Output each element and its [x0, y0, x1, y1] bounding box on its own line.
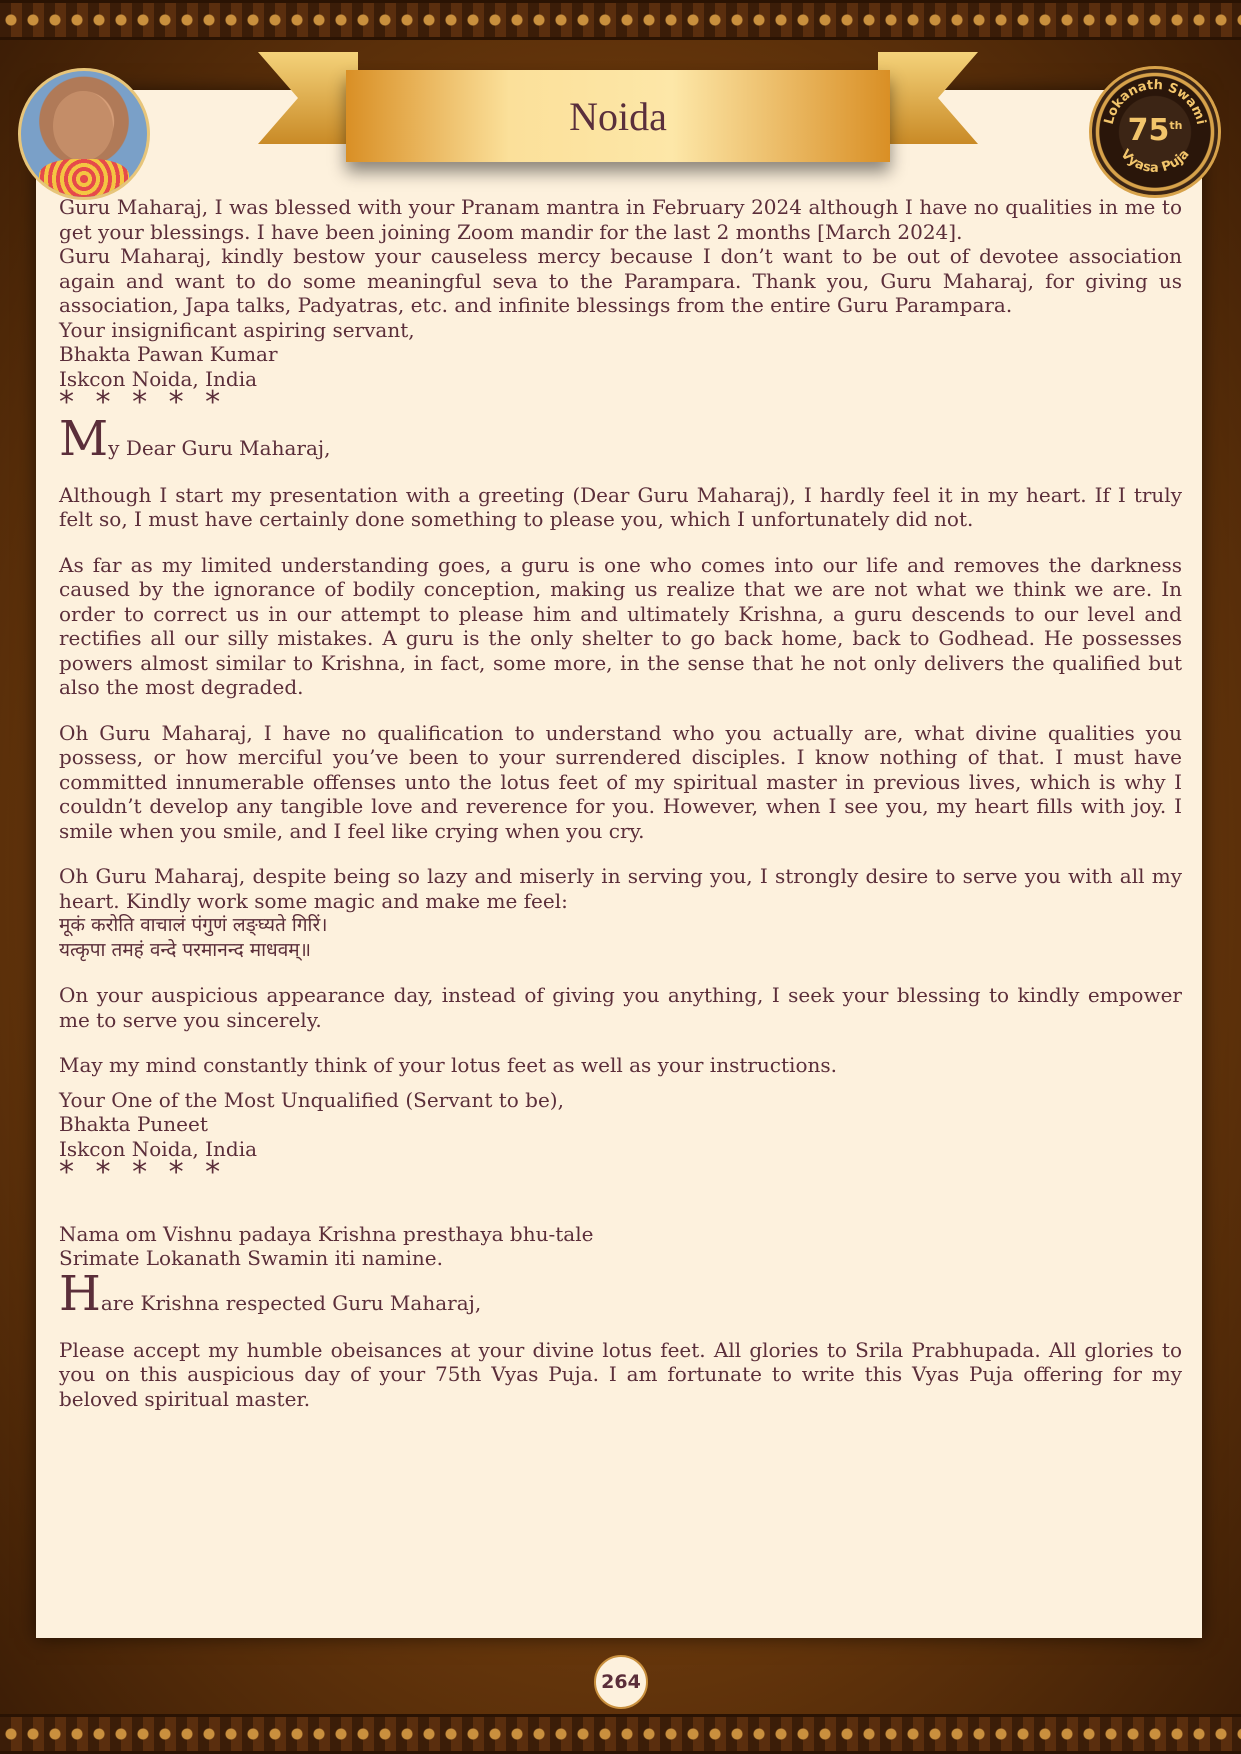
offering1-name: Bhakta Pawan Kumar: [59, 342, 278, 366]
greeting-text: y Dear Guru Maharaj,: [108, 435, 331, 460]
portrait-garland: [39, 159, 129, 199]
top-border-ornament: [0, 0, 1241, 40]
badge-number-suffix: th: [1169, 119, 1183, 132]
sanskrit-verse-line-1: मूकं करोति वाचालं पंगुणं लङ्घ्यते गिरिं।: [59, 914, 328, 936]
badge-number: [1092, 113, 1218, 148]
offering1-paragraph-1: Guru Maharaj, I was blessed with your Pranam mantra in February 2024 although I have no qualities in me to get your blessings. I have been joining Zoom mandir for the last 2 months [March 2024].: [59, 195, 1182, 244]
offering1-closing: Your insignificant aspiring servant,: [59, 317, 415, 342]
badge-number-value: 75: [1127, 113, 1170, 148]
offering2-name: Bhakta Puneet: [59, 1112, 208, 1136]
ribbon-tail-left: [258, 52, 358, 144]
bottom-border-ornament: [0, 1714, 1241, 1754]
drop-cap-2: H: [59, 1265, 101, 1322]
separator-stars: * * * * *: [59, 385, 227, 420]
separator-stars-2: * * * * *: [59, 1155, 227, 1190]
greeting-text-2: are Krishna respected Guru Maharaj,: [100, 1290, 482, 1315]
document-body: [59, 195, 1182, 1411]
sanskrit-verse-line-2: यत्कृपा तमहं वन्दे परमानन्द माधवम्॥: [59, 938, 312, 961]
portrait-face: [53, 91, 113, 161]
offering2-closing: Your One of the Most Unqualified (Servant to be),: [59, 1087, 564, 1112]
offering2-greeting: [59, 410, 1182, 467]
badge-text-bottom: Vyasa Puja: [1117, 146, 1193, 176]
offering2-paragraph-3: Oh Guru Maharaj, I have no qualification to understand who you actually are, what divine qualities you possess, or how merciful you’ve been to your surrendered disciples. I know nothing of that. I must have committed innumerable offenses unto the lotus feet of my spiritual master in previous lives, which is why I couldn’t develop any tangible love and reverence for you. However, when I see you, my heart fills with joy. I smile when you smile, and I feel like crying when you cry.: [59, 720, 1182, 843]
offering3-greeting: [59, 1265, 1182, 1322]
offering1-paragraph-2: Guru Maharaj, kindly bestow your causeless mercy because I don’t want to be out of devotee association again and want to do some meaningful seva to the Parampara. Thank you, Guru Maharaj, for giving us association, Japa talks, Padyatras, etc. and infinite blessings from the entire Guru Parampara.: [59, 244, 1182, 317]
offering1-place: Iskcon Noida, India: [59, 366, 258, 391]
ribbon-band: [346, 70, 890, 162]
svg-text:Vyasa Puja: [1117, 147, 1192, 176]
offering2-paragraph-2: As far as my limited understanding goes, a guru is one who comes into our life and removes the darkness caused by the ignorance of bodily conception, making us realize that we are not what we think we are. In order to correct us in our attempt to please him and ultimately Krishna, a guru descends to our level and rectifies all our silly mistakes. A guru is the only shelter to go back home, back to Godhead. He possesses powers almost similar to Krishna, in fact, some more, in the sense that he not only delivers the qualified but also the most degraded.: [59, 552, 1182, 699]
offering2-paragraph-1: Although I start my presentation with a greeting (Dear Guru Maharaj), I hardly feel it in my heart. If I truly felt so, I must have certainly done something to please you, which I unfortunately did not.: [59, 482, 1182, 531]
page-title: Noida: [569, 93, 667, 139]
ribbon-tail-right: [878, 52, 978, 144]
pranam-mantra-line-1: Nama om Vishnu padaya Krishna presthaya bhu-tale: [59, 1221, 594, 1246]
anniversary-badge-logo: [1089, 66, 1221, 198]
badge-text-top: Lokanath Swami: [1101, 77, 1209, 127]
offering2-paragraph-6: May my mind constantly think of your lotus feet as well as your instructions.: [59, 1053, 837, 1077]
page-number: 264: [594, 1655, 648, 1709]
drop-cap: M: [59, 410, 109, 467]
pranam-mantra-line-2: Srimate Lokanath Swamin iti namine.: [59, 1246, 443, 1270]
offering2-paragraph-5: On your auspicious appearance day, instead of giving you anything, I seek your blessing to kindly empower me to serve you sincerely.: [59, 983, 1182, 1032]
guru-portrait-photo: [18, 68, 150, 200]
title-ribbon: [258, 52, 978, 164]
offering3-paragraph-1: Please accept my humble obeisances at your divine lotus feet. All glories to Srila Prabhupada. All glories to you on this auspicious day of your 75th Vyas Puja. I am fortunate to write this Vyas Puja offering for my beloved spiritual master.: [59, 1337, 1182, 1411]
offering2-paragraph-4: Oh Guru Maharaj, despite being so lazy and miserly in serving you, I strongly desire to serve you with all my heart. Kindly work some magic and make me feel:: [59, 864, 1182, 913]
offering2-place: Iskcon Noida, India: [59, 1136, 258, 1161]
